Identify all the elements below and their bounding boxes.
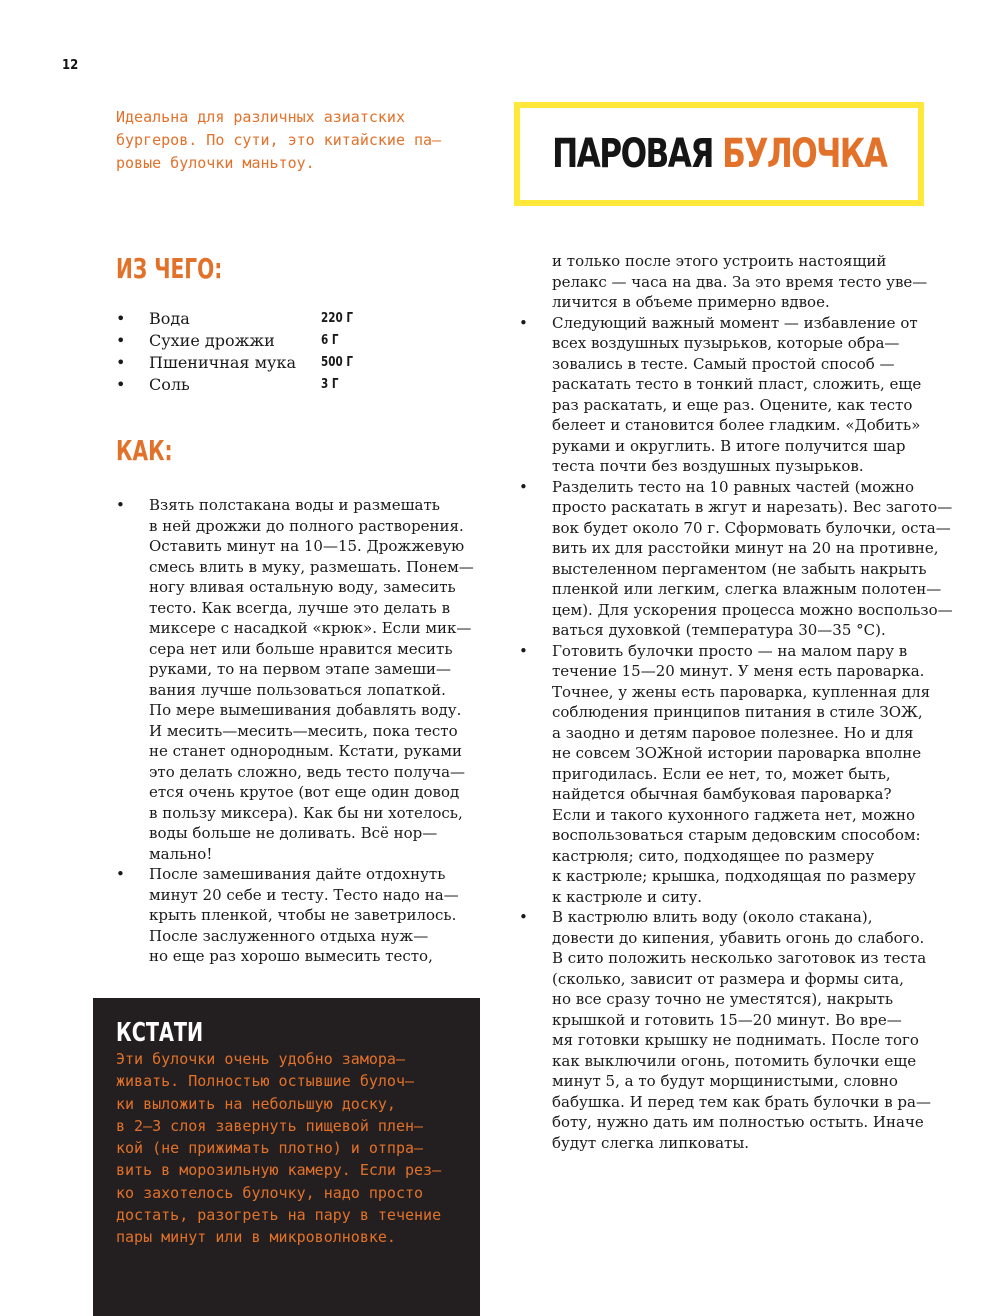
ingredient-qty: 220 Г	[321, 311, 353, 326]
step-line: После заслуженного отдыха нуж—	[149, 926, 429, 945]
intro-line: ровые булочки маньтоу.	[116, 154, 315, 172]
step-line: в ней дрожжи до полного растворения.	[149, 516, 464, 535]
intro-line: бургеров. По сути, это китайские па—	[116, 131, 442, 149]
step-line: крышкой и готовить 15—20 минут. Во вре—	[552, 1010, 902, 1029]
step-line: Следующий важный момент — избавление от	[552, 313, 918, 332]
step-item	[519, 907, 939, 1153]
step-line: смесь влить в муку, размешать. Понем—	[149, 557, 474, 576]
step-line: боту, нужно дать им полностью остыть. Иначе	[552, 1113, 924, 1131]
ingredient-name: Вода	[149, 309, 190, 328]
intro-text	[116, 106, 458, 175]
tip-line: вить в морозильную камеру. Если рез—	[116, 1161, 442, 1180]
tip-line: достать, разогреть на пару в течение	[116, 1206, 442, 1225]
step-line: и только после этого устроить настоящий	[552, 252, 887, 270]
step-line: в пользу миксера). Как бы ни хотелось,	[149, 803, 463, 822]
step-continuation	[519, 251, 939, 313]
step-line: миксере с насадкой «крюк». Если мик—	[149, 619, 472, 637]
intro-line: Идеальна для различных азиатских	[116, 108, 405, 126]
recipe-title-frame	[514, 102, 924, 206]
step-line: пленкой или легким, слегка влажным полотен—	[552, 580, 942, 598]
step-line: крыть пленкой, чтобы не заветрилось.	[149, 906, 457, 924]
tip-text	[116, 1048, 457, 1249]
step-line: но еще раз хорошо вымесить тесто,	[149, 947, 433, 965]
recipe-title-part2: БУЛОЧКА	[721, 131, 887, 177]
step-line: И месить—месить—месить, пока тесто	[149, 721, 458, 740]
step-item	[116, 864, 476, 967]
step-item	[116, 495, 476, 864]
bullet: •	[116, 309, 126, 328]
step-line: раскатать тесто в тонкий пласт, сложить, еще	[552, 375, 922, 393]
step-line: руками, то на первом этапе замеши—	[149, 660, 452, 678]
step-line: руками и округлить. В итоге получится шар	[552, 436, 906, 455]
bullet: •	[116, 375, 126, 394]
bullet: •	[116, 865, 125, 883]
step-line: теста почти без воздушных пузырьков.	[552, 457, 864, 475]
step-item	[519, 477, 953, 641]
ingredients-heading: ИЗ ЧЕГО:	[116, 252, 223, 285]
bullet: •	[519, 313, 528, 332]
step-line: Оставить минут на 10—15. Дрожжевую	[149, 537, 465, 555]
recipe-title	[552, 131, 886, 177]
tip-line: Эти булочки очень удобно замора—	[116, 1050, 405, 1068]
tip-line: в 2—3 слоя завернуть пищевой плен—	[116, 1116, 424, 1135]
ingredient-name: Пшеничная мука	[149, 353, 296, 372]
step-line: просто раскатать в жгут и нарезать). Вес загото—	[552, 498, 953, 516]
step-line: мя готовки крышку не поднимать. После того	[552, 1031, 919, 1049]
step-line: воды больше не доливать. Всё нор—	[149, 824, 438, 842]
step-line: соблюдения принципов питания в стиле ЗОЖ,	[552, 703, 923, 721]
step-line: ногу вливая остальную воду, замесить	[149, 578, 456, 596]
tip-line: кой (не прижимать плотно) и отпра—	[116, 1139, 424, 1158]
step-line: ется очень крутое (вот еще один довод	[149, 783, 460, 801]
step-line: вить их для расстойки минут на 20 на противне,	[552, 539, 939, 557]
ingredient-name: Сухие дрожжи	[149, 331, 275, 350]
step-line: минут 20 себе и тесту. Тесто надо на—	[149, 885, 459, 904]
step-line: зовались в тесте. Самый простой способ —	[552, 354, 895, 373]
ingredients-list	[116, 308, 376, 396]
step-line: Разделить тесто на 10 равных частей (можно	[552, 477, 915, 496]
step-line: релакс — часа на два. За это время тесто уве—	[552, 272, 928, 291]
step-line: бабушка. И перед тем как брать булочки в ра—	[552, 1092, 931, 1111]
step-line: Готовить булочки просто — на малом пару в	[552, 641, 908, 660]
tip-line: живать. Полностью остывшие булоч—	[116, 1072, 415, 1091]
step-line: В сито положить несколько заготовок из теста	[552, 949, 927, 967]
ingredient-row	[116, 352, 376, 374]
step-line: Точнее, у жены есть пароварка, купленная для	[552, 682, 931, 701]
step-line: как выключили огонь, потомить булочки еще	[552, 1051, 917, 1070]
step-line: белеет и становится более гладким. «Добить»	[552, 416, 921, 434]
step-line: к кастрюле; крышка, подходящая по размеру	[552, 867, 916, 885]
step-item	[519, 313, 939, 477]
step-line: течение 15—20 минут. У меня есть пароварка.	[552, 662, 925, 680]
ingredient-qty: 500 Г	[321, 355, 353, 370]
step-line: а заодно и детям паровое полезнее. Но и для	[552, 723, 914, 742]
step-line: кастрюля; сито, подходящее по размеру	[552, 846, 875, 865]
step-line: найдется обычная бамбуковая пароварка?	[552, 785, 892, 803]
tip-line: ко захотелось булочку, надо просто	[116, 1183, 424, 1202]
tip-title: КСТАТИ	[116, 1018, 204, 1048]
left-steps	[116, 495, 476, 967]
step-line: Если и такого кухонного гаджета нет, можно	[552, 805, 916, 824]
bullet: •	[116, 331, 126, 350]
recipe-title-part1: ПАРОВАЯ	[551, 131, 713, 177]
bullet: •	[116, 353, 126, 372]
step-line: личится в объеме примерно вдвое.	[552, 293, 830, 311]
tip-line: ки выложить на небольшую доску,	[116, 1094, 396, 1113]
bullet: •	[116, 496, 125, 514]
step-line: будут слегка липковаты.	[552, 1133, 750, 1152]
step-line: тесто. Как всегда, лучше это делать в	[149, 598, 451, 617]
step-line: Взять полстакана воды и размешать	[149, 496, 440, 514]
step-line: не станет однородным. Кстати, руками	[149, 742, 463, 760]
bullet: •	[519, 477, 528, 496]
step-line: но все сразу точно не уместятся), накрыть	[552, 990, 894, 1008]
ingredient-qty: 6 Г	[321, 333, 339, 348]
step-line: вания лучше пользоваться лопаткой.	[149, 680, 446, 699]
step-line: ваться духовкой (температура 30—35 °С).	[552, 621, 886, 639]
method-heading: КАК:	[116, 434, 173, 467]
bullet: •	[519, 641, 528, 660]
ingredient-qty: 3 Г	[321, 377, 339, 392]
step-line: сера нет или больше нравится месить	[149, 639, 453, 658]
bullet: •	[519, 908, 528, 926]
step-line: это делать сложно, ведь тесто получа—	[149, 762, 466, 781]
step-line: (сколько, зависит от размера и формы сита,	[552, 969, 904, 988]
right-steps	[519, 251, 953, 1153]
page-number: 12	[62, 58, 79, 73]
step-line: пригодилась. Если ее нет, то, может быть,	[552, 764, 891, 783]
step-line: раз раскатать, и еще раз. Оцените, как тесто	[552, 395, 913, 414]
step-line: воспользоваться старым дедовским способом:	[552, 826, 921, 844]
step-line: По мере вымешивания добавлять воду.	[149, 701, 462, 719]
step-line: выстеленном пергаментом (не забыть накрыть	[552, 559, 927, 578]
step-item	[519, 641, 939, 908]
tip-line: пары минут или в микроволновке.	[116, 1228, 396, 1247]
ingredient-row	[116, 330, 376, 352]
step-line: к кастрюле и ситу.	[552, 887, 703, 906]
step-line: всех воздушных пузырьков, которые обра—	[552, 334, 900, 352]
ingredient-row	[116, 374, 376, 396]
ingredient-row	[116, 308, 376, 330]
step-line: мально!	[149, 844, 213, 863]
step-line: В кастрюлю влить воду (около стакана),	[552, 908, 873, 926]
step-line: цем). Для ускорения процесса можно воспользо—	[552, 600, 953, 619]
step-line: минут 5, а то будут морщинистыми, словно	[552, 1072, 898, 1090]
ingredient-name: Соль	[149, 375, 190, 394]
step-line: не совсем ЗОЖной истории пароварка вполне	[552, 744, 922, 762]
step-line: После замешивания дайте отдохнуть	[149, 865, 446, 883]
step-line: довести до кипения, убавить огонь до слабого.	[552, 928, 925, 947]
step-line: вок будет около 70 г. Сформовать булочки, оста—	[552, 518, 951, 537]
